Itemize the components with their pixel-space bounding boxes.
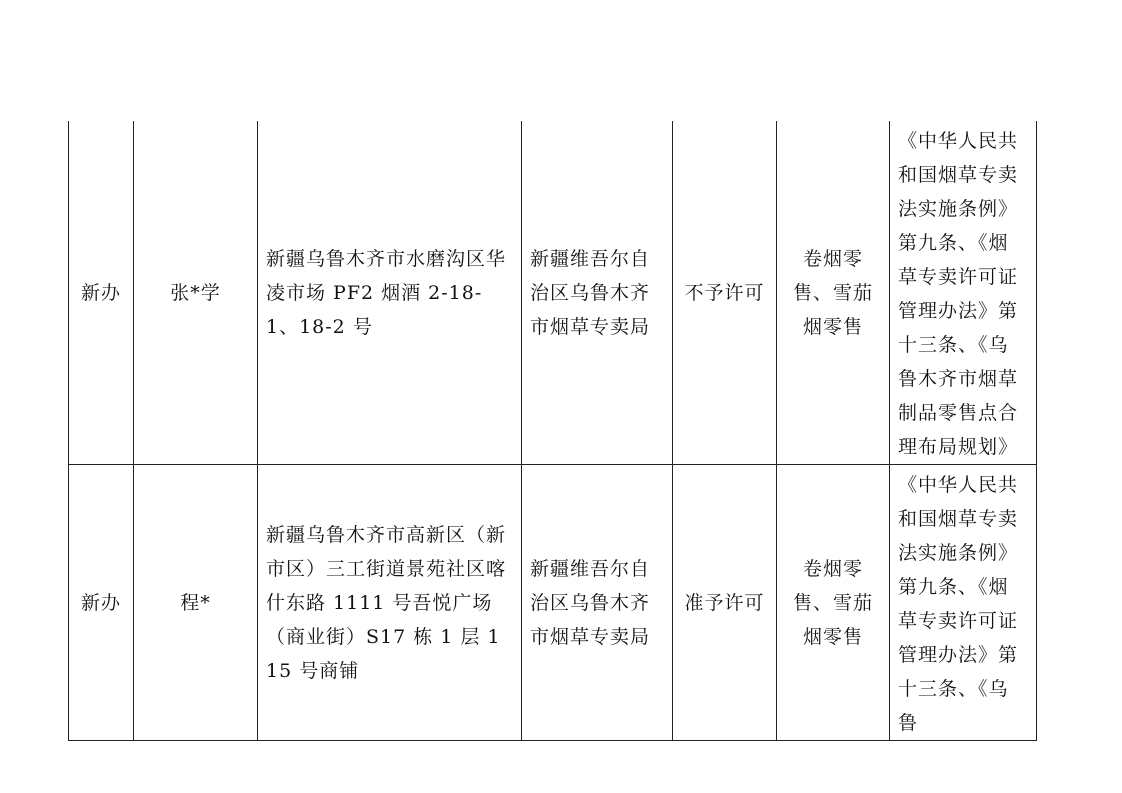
table-row xyxy=(69,465,1037,741)
legal-basis xyxy=(890,465,1037,741)
application-type: 新办 xyxy=(69,465,134,741)
legal-basis-text: 《中华人民共和国烟草专卖法实施条例》第九条、《烟草专卖许可证管理办法》第十三条、《乌鲁 xyxy=(898,474,1019,734)
legal-basis-text: 《中华人民共和国烟草专卖法实施条例》第九条、《烟草专卖许可证管理办法》第十三条、《乌鲁木齐市烟草制品零售点合理布局规划》 xyxy=(898,130,1019,458)
decision-result: 准予许可 xyxy=(673,465,777,741)
permit-table xyxy=(68,121,1037,741)
applicant-name: 张*学 xyxy=(134,121,258,465)
table-row xyxy=(69,121,1037,465)
business-address: 新疆乌鲁木齐市水磨沟区华凌市场 PF2 烟酒 2-18-1、18-2 号 xyxy=(258,121,522,465)
business-address: 新疆乌鲁木齐市高新区（新市区）三工街道景苑社区喀什东路 1111 号吾悦广场（商业街）S17 栋 1 层 115 号商铺 xyxy=(258,465,522,741)
application-type: 新办 xyxy=(69,121,134,465)
applicant-name: 程* xyxy=(134,465,258,741)
legal-basis xyxy=(890,121,1037,465)
license-scope: 卷烟零售、雪茄烟零售 xyxy=(777,465,890,741)
issuing-authority: 新疆维吾尔自治区乌鲁木齐市烟草专卖局 xyxy=(522,121,673,465)
license-scope: 卷烟零售、雪茄烟零售 xyxy=(777,121,890,465)
issuing-authority: 新疆维吾尔自治区乌鲁木齐市烟草专卖局 xyxy=(522,465,673,741)
decision-result: 不予许可 xyxy=(673,121,777,465)
